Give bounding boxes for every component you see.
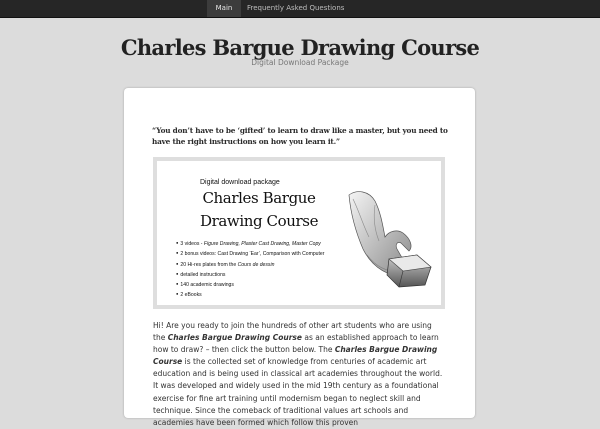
top-navigation-bar [0,0,600,18]
intro-quote: “You don’t have to be ‘gifted’ to learn to draw like a master, but you need to have the right instructions on how you learn it.” [152,126,448,146]
nav-item-faq[interactable]: Frequently Asked Questions [247,4,345,12]
plaster-hand-drawing-icon [339,185,435,293]
intro-paragraph: Hi! Are you ready to join the hundreds of other art students who are using the Charles Bargue Drawing Course as an established approach to learn how to draw? – then click the button below. The Charles Bargue Drawing Course is the collected set of knowledge from centuries of academic art education and is being used in classical art academies throughout the world. It was developed and widely used in the mid 19th century as a foundational exercise for fine art training until modernism began to neglect skill and technique. Since the comeback of traditional values art schools and academies have been formed which follow this proven [153,321,443,427]
course-name: Charles Bargue Drawing Course [153,345,438,367]
nav-item-main[interactable]: Main [207,0,241,17]
promo-feature-item: ● 140 academic drawings [176,280,324,290]
promo-title [174,187,344,233]
promo-subtitle: Digital download package [200,179,280,186]
promo-feature-item: ● detailed instructions [176,270,324,280]
promo-feature-item: ● 2 bonus videos: Cast Drawing ‘Ear’, Comparison with Computer [176,249,324,259]
promo-title-line2: Drawing Course [199,212,319,230]
promo-feature-item: ● 20 Hi-res plates from the Cours de dessin [176,260,324,270]
site-title[interactable]: Charles Bargue Drawing Course [120,35,480,60]
promo-feature-item: ● 2 eBooks [176,290,324,300]
promo-title-line1: Charles Bargue [202,189,316,207]
promo-image-frame[interactable] [153,157,445,309]
promo-feature-item: ● 3 videos - Figure Drawing, Plaster Cast Drawing, Master Copy [176,239,324,249]
course-name: Charles Bargue Drawing Course [167,333,302,343]
promo-feature-list [176,239,324,301]
promo-image [157,161,441,305]
site-description: Digital Download Package [251,58,349,67]
